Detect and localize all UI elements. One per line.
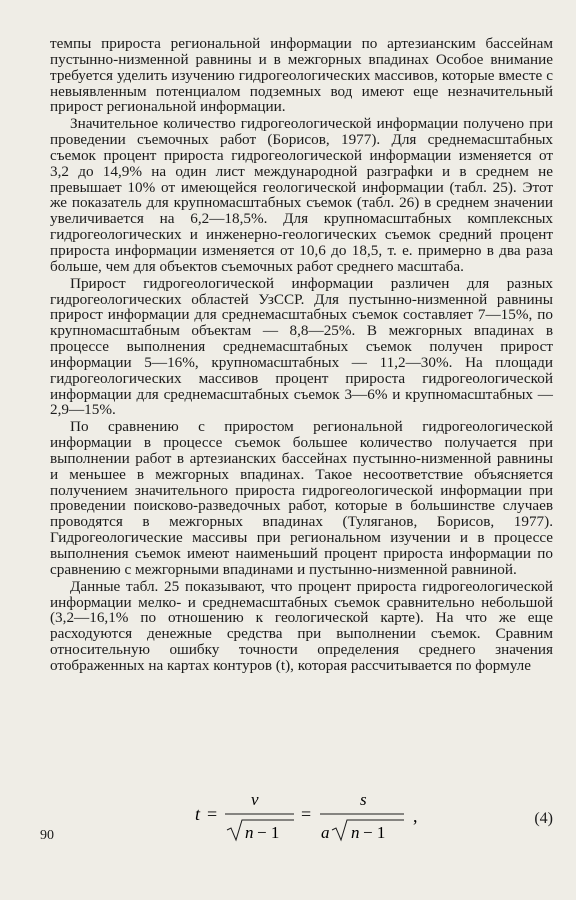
equation-number: (4) <box>534 810 553 827</box>
formula-n-1: n <box>245 823 254 842</box>
page-number: 90 <box>40 828 54 843</box>
paragraph-3: Прирост гидрогеологической информации различен для разных гидрогеологических областей УзССР. Для пустынно-низменной равнины прирост информации для среднемасштабных съемок составляет 7—15%, по крупномасштабным объектам — 8,8—25%. В межгорных впадинах в процессе выполнения среднемасштабных съемок получен прирост информации 5—16%, крупномасштабных — 11,2—30%. На площади гидрогеологических массивов процент прироста гидрогеологической информации для среднемасштабных съемок 3—6% и крупномасштабных — 2,9—15%. <box>50 274 553 419</box>
paragraph-5: Данные табл. 25 показывают, что процент прироста гидрогеологической информации мелко- и среднемасштабных съемок сравнительно небольшой (3,2—16,1% по отношению к геологической карте). На что же еще расходуются денежные средства при выполнении съемок. Сравним относительную ошибку точности определения среднего значения отображенных на картах контуров (t), которая рассчитывается по формуле <box>50 577 553 674</box>
formula-comma: , <box>413 806 418 826</box>
formula-expression <box>195 780 455 850</box>
paragraph-4: По сравнению с приростом региональной гидрогеологической информации в процессе съемок большее количество получается при выполнении работ в артезианских бассейнах пустынно-низменной равнины и меньшее в межгорных впадинах. Такое несоответствие объясняется получением значительного прироста гидрогеологической информации при проведении поисково-разведочных работ, которые в большинстве случаев проводятся в межгорных впадинах (Туляганов, Борисов, 1977). Гидрогеологические массивы при региональном изучении и в процессе выполнения съемок имеют наименьший процент прироста информации по сравнению с межгорными впадинами и пустынно-низменной равниной. <box>50 418 553 578</box>
paragraph-2: Значительное количество гидрогеологической информации получено при проведении съемочных работ (Борисов, 1977). Для среднемасштабных съемок процент прироста гидрогеологической информации изменяется от 3,2 до 14,9% на один лист международной разграфки и в среднем не превышает 10% от имеющейся геологической информации (табл. 25). Этот же показатель для крупномасштабных съемок (табл. 26) в среднем значении увеличивается на 6,2—18,5%. Для крупномасштабных комплексных гидрогеологических и инженерно-геологических съемок средний процент прироста информации изменяется от 10,6 до 18,5, т. е. примерно в два раза больше, чем для объектов съемочных работ среднего масштаба. <box>50 115 553 275</box>
formula-lhs: t <box>195 804 201 824</box>
formula-minus-one-2: − 1 <box>363 823 386 842</box>
formula-n-2: n <box>351 823 360 842</box>
formula-equals-2: = <box>301 804 312 824</box>
formula-a: a <box>321 823 330 842</box>
page-body <box>50 36 553 674</box>
formula-minus-one-1: − 1 <box>257 823 280 842</box>
formula-numerator-2: s <box>360 790 367 809</box>
formula-numerator-1: v <box>251 790 259 809</box>
formula-4 <box>50 780 553 850</box>
formula-equals-1: = <box>207 804 218 824</box>
paragraph-1: темпы прироста региональной информации по артезианским бассейнам пустынно-низменной равнины и в межгорных впадинах Особое внимание требуется уделить изучению гидрогеологических массивов, которые вместе с невыявленным потенциалом подземных вод имеют еще незначительный прирост региональной информации. <box>50 35 553 116</box>
